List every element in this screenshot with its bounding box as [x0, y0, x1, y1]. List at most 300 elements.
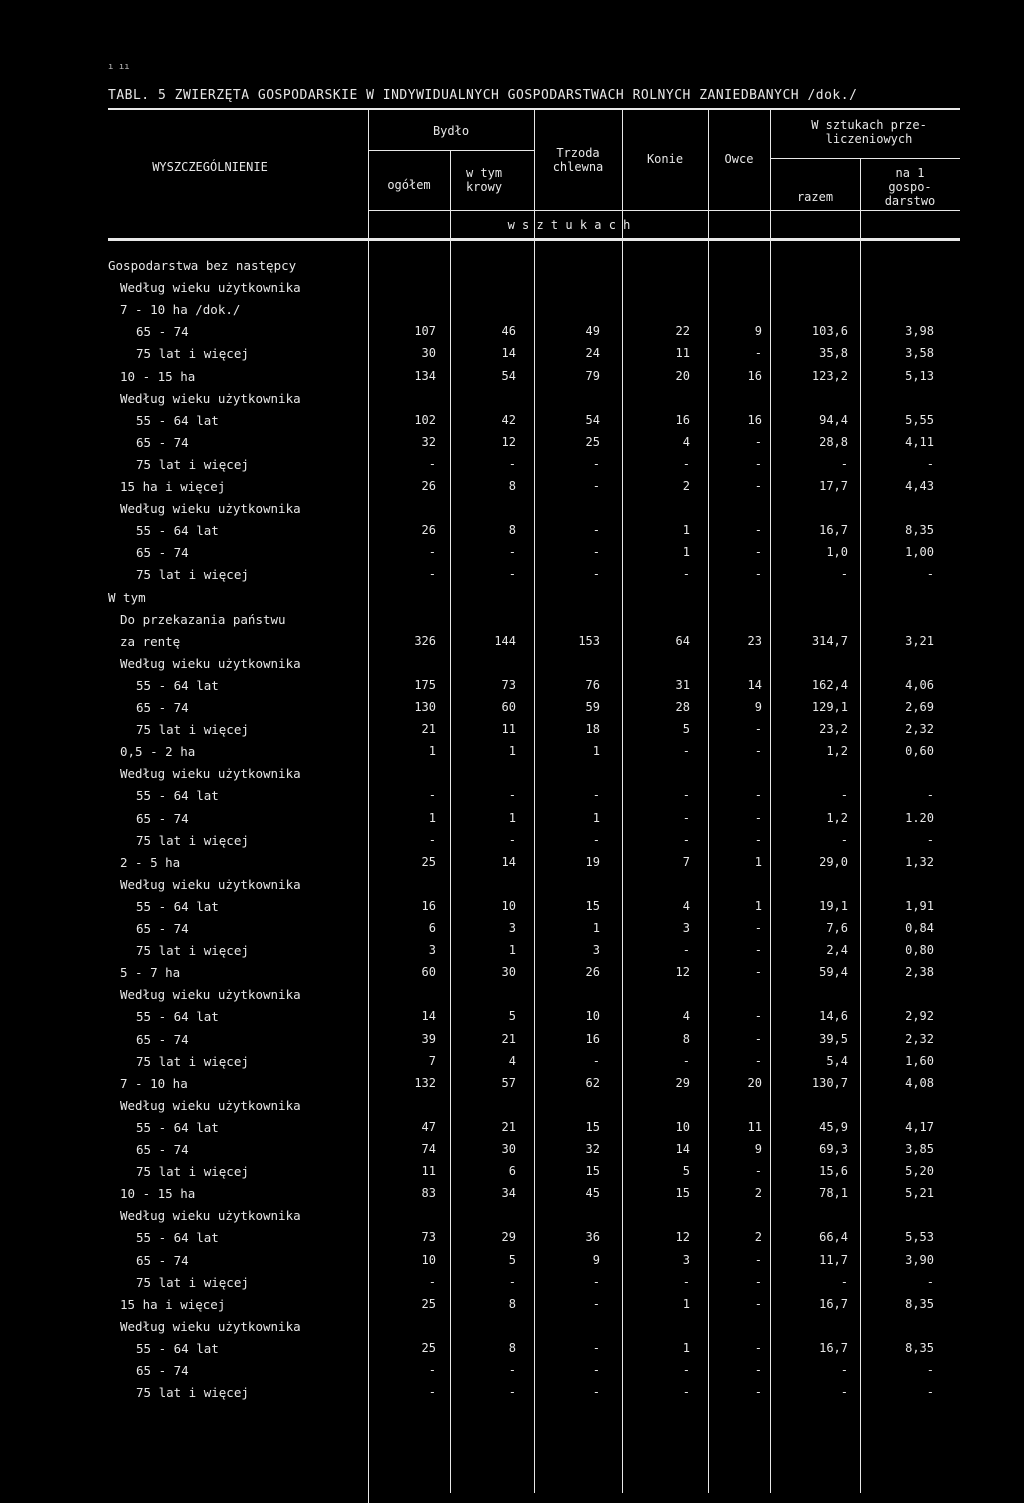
table-cell: -: [592, 1363, 600, 1377]
row-label: Według wieku użytkownika: [120, 1318, 301, 1334]
row-label: 55 - 64 lat: [136, 1009, 219, 1025]
table-cell: 11: [747, 1119, 762, 1134]
table-cell: 54: [501, 368, 516, 383]
table-cell: -: [754, 921, 762, 935]
table-cell: 5: [682, 722, 690, 737]
header-na-1-gospodarstwo: na 1 gospo- darstwo: [884, 166, 936, 208]
row-label: 75 lat i więcej: [136, 456, 249, 472]
table-cell: 15,6: [819, 1164, 848, 1179]
table-cell: 25: [421, 1340, 436, 1355]
row-label: 55 - 64 lat: [136, 523, 219, 539]
table-cell: 26: [585, 965, 600, 980]
table-cell: 16: [421, 898, 436, 913]
table-cell: -: [682, 1053, 690, 1068]
row-label: 65 - 74: [136, 324, 189, 340]
table-cell: -: [926, 832, 934, 847]
table-cell: 66,4: [819, 1230, 848, 1245]
table-cell: -: [428, 545, 436, 560]
table-cell: 8,35: [905, 1340, 934, 1355]
table-cell: 2,92: [905, 1009, 934, 1024]
table-cell: -: [754, 1031, 762, 1046]
row-label: 10 - 15 ha: [120, 368, 196, 384]
table-cell: 14: [501, 854, 516, 869]
table-cell: 4,08: [905, 1075, 934, 1090]
table-cell: 59: [585, 700, 600, 714]
row-label: 75 lat i więcej: [136, 1164, 249, 1180]
table-cell: -: [682, 788, 690, 803]
table-cell: 10: [501, 898, 516, 913]
table-cell: 3: [682, 921, 690, 935]
table-cell: 25: [421, 1296, 436, 1311]
table-cell: -: [508, 832, 516, 847]
table-cell: 14: [501, 346, 516, 361]
table-cell: 45,9: [819, 1119, 848, 1134]
row-label: 65 - 74: [136, 434, 189, 450]
row-label: 75 lat i więcej: [136, 567, 249, 583]
header-razem: razem: [796, 190, 834, 204]
table-cell: -: [754, 1009, 762, 1024]
table-cell: 2: [682, 479, 690, 493]
table-cell: 1: [592, 744, 600, 759]
table-cell: 14: [747, 677, 762, 692]
row-label: 65 - 74: [136, 1142, 189, 1157]
header-w-tym-krowy: w tym krowy: [465, 166, 503, 194]
table-cell: -: [754, 434, 762, 449]
table-cell: 19,1: [819, 898, 848, 913]
table-cell: -: [926, 1274, 934, 1289]
table-cell: -: [926, 567, 934, 582]
table-cell: 5,55: [905, 412, 934, 427]
table-cell: 16: [747, 368, 762, 383]
table-cell: 31: [675, 677, 690, 692]
table-cell: 62: [585, 1075, 600, 1090]
table-cell: 60: [501, 700, 516, 714]
table-cell: 9: [592, 1252, 600, 1267]
table-cell: -: [754, 1274, 762, 1289]
table-cell: -: [508, 1274, 516, 1289]
table-cell: -: [508, 545, 516, 560]
row-label: 55 - 64 lat: [136, 677, 219, 693]
table-cell: 130: [414, 700, 436, 714]
table-cell: 1: [592, 921, 600, 935]
table-cell: -: [592, 1274, 600, 1289]
table-cell: 5,21: [905, 1186, 934, 1201]
table-cell: 20: [747, 1075, 762, 1090]
table-cell: -: [592, 832, 600, 847]
subheader-rule: [368, 210, 960, 211]
row-label: 7 - 10 ha: [120, 1075, 188, 1091]
row-label: 65 - 74: [136, 1363, 189, 1378]
table-cell: 1,0: [826, 545, 848, 560]
row-label: 65 - 74: [136, 810, 189, 826]
table-cell: 3: [592, 943, 600, 958]
table-cell: 2,4: [826, 943, 848, 958]
table-cell: 10: [421, 1252, 436, 1267]
table-cell: 1: [682, 1296, 690, 1311]
page-title: TABL. 5 ZWIERZĘTA GOSPODARSKIE W INDYWIDUALNYCH GOSPODARSTWACH ROLNYCH ZANIEDBANYCH /dok./: [108, 88, 858, 103]
table-cell: -: [754, 479, 762, 493]
table-cell: -: [682, 1363, 690, 1377]
table-cell: 0,84: [905, 921, 934, 935]
table-cell: 30: [501, 965, 516, 980]
table-cell: -: [592, 456, 600, 471]
table-cell: 3: [508, 921, 516, 935]
row-label: Według wieku użytkownika: [120, 280, 301, 296]
table-cell: -: [682, 1274, 690, 1289]
table-cell: 4,06: [905, 677, 934, 692]
table-cell: 1: [682, 523, 690, 538]
table-cell: -: [754, 788, 762, 803]
table-cell: 1,32: [905, 854, 934, 869]
table-cell: 1,2: [826, 744, 848, 759]
table-cell: 134: [414, 368, 436, 383]
col-divider-1: [368, 110, 369, 1503]
table-cell: 74: [421, 1142, 436, 1156]
table-cell: -: [428, 1385, 436, 1400]
table-cell: 1,91: [905, 898, 934, 913]
przel-rule: [770, 158, 960, 159]
table-cell: 12: [501, 434, 516, 449]
row-label: 15 ha i więcej: [120, 1296, 226, 1312]
table-cell: -: [754, 1363, 762, 1377]
table-cell: -: [754, 1164, 762, 1179]
table-cell: -: [508, 456, 516, 471]
table-cell: 11: [421, 1164, 436, 1179]
table-cell: 1.20: [905, 810, 934, 825]
table-cell: 1,60: [905, 1053, 934, 1068]
table-cell: 21: [421, 722, 436, 737]
table-cell: 32: [421, 434, 436, 449]
table-cell: 3,21: [905, 633, 934, 648]
table-cell: -: [754, 1385, 762, 1400]
table-cell: -: [754, 832, 762, 847]
table-cell: 15: [675, 1186, 690, 1201]
row-label: Według wieku użytkownika: [120, 655, 301, 671]
table-cell: 5: [508, 1009, 516, 1024]
row-label: 65 - 74: [136, 921, 189, 936]
table-cell: 1: [682, 545, 690, 560]
table-cell: 28: [675, 700, 690, 714]
table-cell: 5,13: [905, 368, 934, 383]
table-cell: 29,0: [819, 854, 848, 869]
table-cell: 102: [414, 412, 436, 427]
row-label: W tym: [108, 589, 146, 605]
table-cell: 29: [675, 1075, 690, 1090]
table-cell: 79: [585, 368, 600, 383]
table-cell: -: [682, 810, 690, 825]
corner-mark: ı ıı: [108, 62, 130, 72]
table-cell: -: [682, 567, 690, 582]
table-cell: 69,3: [819, 1142, 848, 1156]
row-label: Gospodarstwa bez następcy: [108, 258, 297, 273]
table-cell: 32: [585, 1142, 600, 1156]
table-cell: 4,17: [905, 1119, 934, 1134]
row-label: Według wieku użytkownika: [120, 390, 301, 406]
table-cell: -: [592, 523, 600, 538]
table-cell: 21: [501, 1031, 516, 1046]
row-label: Według wieku użytkownika: [120, 1208, 301, 1224]
table-cell: 7: [682, 854, 690, 869]
table-cell: 16: [747, 412, 762, 427]
table-cell: 107: [414, 324, 436, 339]
table-cell: 59,4: [819, 965, 848, 980]
table-cell: -: [508, 1363, 516, 1377]
row-label: 2 - 5 ha: [120, 854, 181, 870]
table-cell: 4: [508, 1053, 516, 1068]
table-cell: 5,20: [905, 1164, 934, 1179]
table-cell: 29: [501, 1230, 516, 1245]
table-cell: -: [592, 545, 600, 560]
table-cell: 144: [494, 633, 516, 648]
table-cell: -: [682, 1385, 690, 1400]
table-cell: -: [682, 832, 690, 847]
table-cell: 46: [501, 324, 516, 339]
table-cell: 11,7: [819, 1252, 848, 1267]
table-cell: 83: [421, 1186, 436, 1201]
table-cell: 103,6: [811, 324, 848, 339]
table-cell: -: [428, 567, 436, 582]
table-cell: 57: [501, 1075, 516, 1090]
table-cell: 4: [682, 434, 690, 449]
table-cell: 47: [421, 1119, 436, 1134]
table-cell: 20: [675, 368, 690, 383]
row-label: za rentę: [120, 633, 181, 649]
table-cell: 8: [508, 523, 516, 538]
table-cell: 11: [675, 346, 690, 361]
row-label: 7 - 10 ha /dok./: [120, 302, 241, 318]
table-cell: 0,80: [905, 943, 934, 958]
table-cell: 2,32: [905, 1031, 934, 1046]
row-label: 55 - 64 lat: [136, 788, 219, 804]
header-ogolem: ogółem: [387, 178, 431, 192]
row-label: 65 - 74: [136, 545, 189, 561]
table-cell: 25: [421, 854, 436, 869]
table-cell: 35,8: [819, 346, 848, 361]
row-label: 0,5 - 2 ha: [120, 744, 196, 760]
table-cell: 1: [754, 898, 762, 913]
header-bydlo: Bydło: [432, 124, 470, 138]
table-cell: 9: [754, 1142, 762, 1156]
table-cell: 326: [414, 633, 436, 648]
table-cell: -: [840, 1274, 848, 1289]
table-cell: -: [840, 1363, 848, 1377]
table-cell: 21: [501, 1119, 516, 1134]
table-cell: -: [840, 788, 848, 803]
table-cell: -: [754, 1296, 762, 1311]
table-cell: 1: [508, 810, 516, 825]
table-cell: -: [508, 567, 516, 582]
table-cell: -: [592, 567, 600, 582]
table-cell: -: [926, 788, 934, 803]
table-cell: 5: [508, 1252, 516, 1267]
table-cell: -: [592, 1296, 600, 1311]
table-cell: 23: [747, 633, 762, 648]
table-cell: 14,6: [819, 1009, 848, 1024]
table-cell: 6: [428, 921, 436, 935]
table-cell: 17,7: [819, 479, 848, 493]
table-cell: 15: [585, 1164, 600, 1179]
table-cell: 8: [508, 479, 516, 493]
table-cell: 1: [428, 810, 436, 825]
row-label: Według wieku użytkownika: [120, 501, 301, 517]
row-label: 75 lat i więcej: [136, 1385, 249, 1401]
table-cell: 3,58: [905, 346, 934, 361]
row-label: 10 - 15 ha: [120, 1186, 196, 1202]
table-cell: -: [428, 788, 436, 803]
table-cell: 4: [682, 898, 690, 913]
header-konie: Konie: [646, 152, 684, 166]
table-cell: 45: [585, 1186, 600, 1201]
row-label: 55 - 64 lat: [136, 1230, 219, 1246]
table-cell: 6: [508, 1164, 516, 1179]
table-cell: 8: [682, 1031, 690, 1046]
row-label: 55 - 64 lat: [136, 412, 219, 428]
table-cell: 60: [421, 965, 436, 980]
table-cell: 129,1: [811, 700, 848, 714]
table-cell: 3: [428, 943, 436, 958]
table-cell: 25: [585, 434, 600, 449]
table-cell: 1: [508, 943, 516, 958]
table-cell: 23,2: [819, 722, 848, 737]
row-label: 75 lat i więcej: [136, 346, 249, 362]
table-cell: 28,8: [819, 434, 848, 449]
table-cell: -: [926, 1363, 934, 1377]
table-cell: 16,7: [819, 1296, 848, 1311]
table-cell: -: [754, 1252, 762, 1267]
table-cell: 36: [585, 1230, 600, 1245]
row-label: 65 - 74: [136, 1252, 189, 1268]
table-cell: 78,1: [819, 1186, 848, 1201]
table-cell: 5: [682, 1164, 690, 1179]
header-przel: W sztukach prze- liczeniowych: [811, 118, 927, 146]
row-label: 75 lat i więcej: [136, 722, 249, 738]
table-cell: 73: [501, 677, 516, 692]
row-label: 55 - 64 lat: [136, 1340, 219, 1356]
table-cell: -: [754, 523, 762, 538]
table-cell: 123,2: [811, 368, 848, 383]
table-cell: 26: [421, 479, 436, 493]
table-cell: 1: [682, 1340, 690, 1355]
table-cell: 9: [754, 324, 762, 339]
table-cell: 4,43: [905, 479, 934, 493]
table-cell: 8,35: [905, 1296, 934, 1311]
table-cell: 12: [675, 1230, 690, 1245]
table-cell: 8: [508, 1340, 516, 1355]
table-cell: 1,00: [905, 545, 934, 560]
table-cell: 1: [508, 744, 516, 759]
col-divider-7: [860, 158, 861, 1493]
table-cell: -: [428, 832, 436, 847]
table-cell: 8,35: [905, 523, 934, 538]
table-cell: -: [592, 1385, 600, 1400]
row-label: 55 - 64 lat: [136, 1119, 219, 1135]
table-cell: 14: [675, 1142, 690, 1156]
table-cell: 76: [585, 677, 600, 692]
table-cell: -: [754, 744, 762, 759]
row-label: 65 - 74: [136, 1031, 189, 1047]
header-w-sztukach: w s z t u k a c h: [507, 218, 631, 232]
table-cell: 162,4: [811, 677, 848, 692]
table-cell: -: [754, 722, 762, 737]
table-cell: 3,90: [905, 1252, 934, 1267]
table-cell: 153: [578, 633, 600, 648]
table-cell: -: [754, 943, 762, 958]
table-cell: -: [682, 943, 690, 958]
table-cell: 175: [414, 677, 436, 692]
table-cell: 314,7: [811, 633, 848, 648]
table-cell: 5,53: [905, 1230, 934, 1245]
table-cell: 30: [421, 346, 436, 361]
table-cell: 8: [508, 1296, 516, 1311]
table-cell: 34: [501, 1186, 516, 1201]
table-cell: 2: [754, 1186, 762, 1201]
table-cell: -: [754, 346, 762, 361]
table-cell: 2: [754, 1230, 762, 1245]
row-label: Według wieku użytkownika: [120, 766, 301, 782]
table-cell: 4,11: [905, 434, 934, 449]
table-cell: 1,2: [826, 810, 848, 825]
table-cell: -: [754, 965, 762, 980]
table-cell: 18: [585, 722, 600, 737]
table-cell: -: [754, 810, 762, 825]
table-cell: 0,60: [905, 744, 934, 759]
row-label: 75 lat i więcej: [136, 1274, 249, 1290]
table-cell: 16: [675, 412, 690, 427]
header-trzoda: Trzoda chlewna: [552, 146, 604, 174]
table-cell: -: [592, 788, 600, 803]
table-cell: -: [926, 456, 934, 471]
table-cell: -: [926, 1385, 934, 1400]
row-label: 75 lat i więcej: [136, 1053, 249, 1069]
header-owce: Owce: [724, 152, 754, 166]
table-cell: 1: [592, 810, 600, 825]
table-cell: 10: [675, 1119, 690, 1134]
table-cell: 1: [754, 854, 762, 869]
table-cell: 3,85: [905, 1142, 934, 1156]
table-cell: 49: [585, 324, 600, 339]
table-cell: 130,7: [811, 1075, 848, 1090]
table-cell: 16,7: [819, 1340, 848, 1355]
table-cell: -: [754, 1053, 762, 1068]
table-cell: 26: [421, 523, 436, 538]
table-cell: 39: [421, 1031, 436, 1046]
row-label: Według wieku użytkownika: [120, 1097, 301, 1113]
table-cell: -: [508, 788, 516, 803]
table-cell: 19: [585, 854, 600, 869]
table-cell: -: [840, 832, 848, 847]
row-label: Do przekazania państwu: [120, 611, 286, 627]
table-cell: 2,69: [905, 700, 934, 714]
row-label: 5 - 7 ha: [120, 965, 181, 981]
row-label: 15 ha i więcej: [120, 479, 226, 494]
table-cell: -: [754, 1340, 762, 1355]
table-cell: -: [592, 1340, 600, 1355]
table-cell: 7,6: [826, 921, 848, 935]
table-cell: -: [840, 456, 848, 471]
bydlo-rule: [368, 150, 534, 151]
table-cell: -: [592, 1053, 600, 1068]
table-cell: -: [508, 1385, 516, 1400]
table-cell: -: [754, 567, 762, 582]
table-cell: 5,4: [826, 1053, 848, 1068]
table-cell: 7: [428, 1053, 436, 1068]
table-cell: 10: [585, 1009, 600, 1024]
table-cell: 1: [428, 744, 436, 759]
row-label: 75 lat i więcej: [136, 943, 249, 959]
table-cell: 73: [421, 1230, 436, 1245]
table-cell: 64: [675, 633, 690, 648]
table-cell: 30: [501, 1142, 516, 1156]
